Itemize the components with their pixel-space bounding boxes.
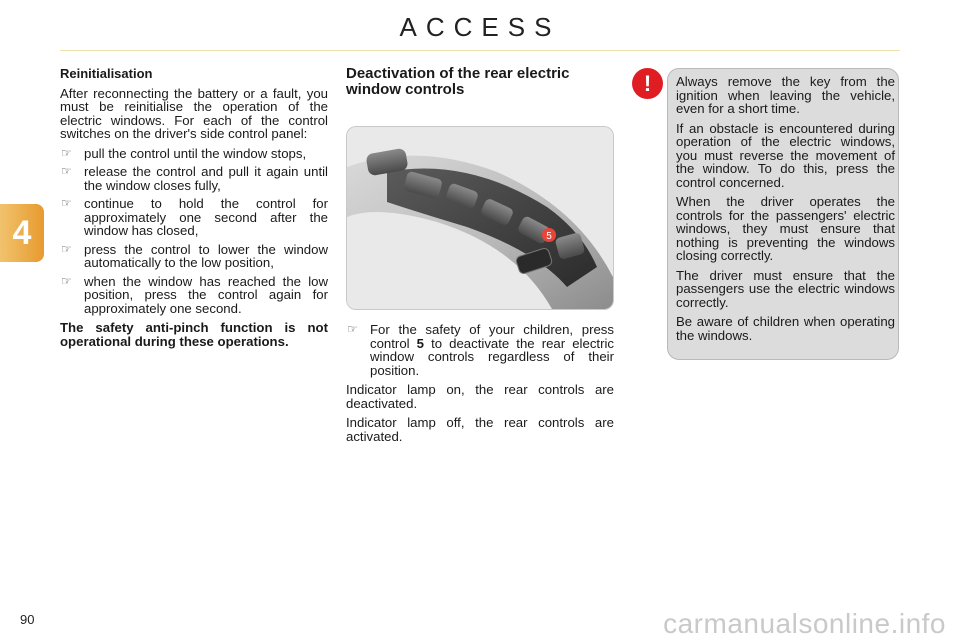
list-item: ☞ continue to hold the control for approximately one second after the window has closed, bbox=[61, 196, 328, 238]
list-item: ☞ press the control to lower the window automatically to the low position, bbox=[61, 241, 328, 270]
reinitialisation-heading: Reinitialisation bbox=[60, 66, 153, 81]
window-controls-photo bbox=[346, 126, 614, 310]
chapter-tab: 4 bbox=[0, 204, 44, 262]
warning-paragraph: If an obstacle is encountered during operation of the electric windows, you must reverse the movement of the window. To do this, press the control concerned. bbox=[676, 120, 895, 190]
page-title: ACCESS bbox=[399, 12, 561, 42]
list-item: ☞ For the safety of your children, press control 5 to deactivate the rear electric window controls regardless of their position. bbox=[347, 322, 614, 378]
pointing-hand-icon: ☞ bbox=[61, 164, 72, 178]
door-panel-illustration bbox=[347, 127, 613, 309]
lamp-on-text: Indicator lamp on, the rear controls are deactivated. bbox=[346, 382, 614, 411]
anti-pinch-warning: The safety anti-pinch function is not operational during these operations. bbox=[60, 320, 328, 349]
pointing-hand-icon: ☞ bbox=[61, 145, 72, 160]
pointing-hand-icon: ☞ bbox=[61, 196, 72, 210]
page-number: 90 bbox=[20, 612, 35, 627]
warning-text bbox=[676, 75, 895, 348]
warning-paragraph: When the driver operates the controls for the passengers' electric windows, they must ensure that nothing is preventing the windows closing correctly. bbox=[676, 194, 895, 263]
reinitialisation-section bbox=[60, 67, 328, 354]
lamp-off-text: Indicator lamp off, the rear controls are activated. bbox=[346, 415, 614, 444]
warning-paragraph: The driver must ensure that the passengers use the electric windows correctly. bbox=[676, 267, 895, 310]
deactivation-title: Deactivation of the rear electric window controls bbox=[346, 65, 570, 98]
deactivation-section bbox=[346, 66, 614, 449]
deactivation-steps bbox=[346, 323, 614, 377]
list-item: ☞ release the control and pull it again until the window closes fully, bbox=[61, 164, 328, 193]
reinitialisation-steps bbox=[60, 147, 328, 316]
warning-paragraph: Always remove the key from the ignition when leaving the vehicle, even for a short time. bbox=[676, 74, 895, 116]
list-item: ☞ when the window has reached the low position, press the control again for approximately one second. bbox=[61, 273, 328, 316]
svg-text:5: 5 bbox=[546, 231, 552, 242]
pointing-hand-icon: ☞ bbox=[61, 241, 72, 256]
reinitialisation-intro: After reconnecting the battery or a fault, you must be reinitialise the operation of the electric windows. For each of the control switches on the driver's side control panel: bbox=[60, 85, 328, 141]
watermark: carmanualsonline.info bbox=[663, 608, 946, 639]
warning-paragraph: Be aware of children when operating the windows. bbox=[676, 314, 895, 343]
list-item: ☞ pull the control until the window stops, bbox=[61, 145, 307, 161]
exclamation-icon: ! bbox=[632, 68, 663, 99]
pointing-hand-icon: ☞ bbox=[347, 322, 358, 336]
pointing-hand-icon: ☞ bbox=[61, 273, 72, 288]
header-divider bbox=[60, 50, 900, 51]
